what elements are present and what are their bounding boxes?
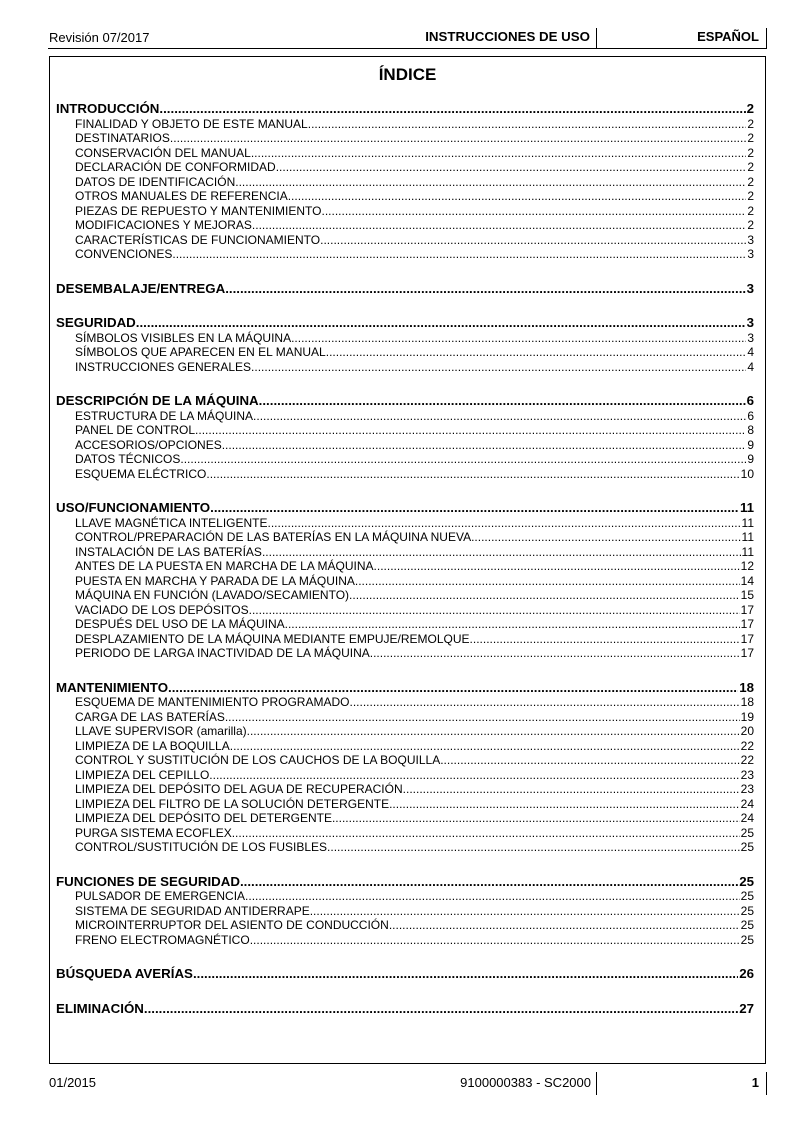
toc-item-label: SISTEMA DE SEGURIDAD ANTIDERRAPE [75,903,310,918]
toc-item-row[interactable] [56,574,754,589]
toc-item-row[interactable] [56,247,754,262]
dot-leader [230,739,740,754]
dot-leader [276,160,747,175]
toc-page-number: 23 [740,767,754,782]
header-divider [596,28,597,49]
toc-item-row[interactable] [56,146,754,161]
toc-item-label: LLAVE SUPERVISOR (amarilla) [75,724,247,738]
toc-section-title: USO/FUNCIONAMIENTO [56,500,211,515]
toc-section-title: INTRODUCCIÓN [56,101,160,116]
dot-leader [252,218,746,233]
toc-item-label: SÍMBOLOS QUE APARECEN EN EL MANUAL [75,345,326,359]
toc-item-label: INSTRUCCIONES GENERALES [75,359,252,374]
toc-page-number: 25 [740,932,754,947]
toc-item-row[interactable] [56,160,754,175]
toc-item-label: DESPUÉS DEL USO DE LA MÁQUINA [75,617,285,631]
dot-leader [249,603,740,618]
toc-item-row[interactable] [56,603,754,618]
dot-leader [251,146,746,161]
toc-page-number: 11 [741,544,754,559]
toc-page-number: 4 [747,345,754,359]
toc-page-number: 11 [741,515,754,530]
dot-leader [291,331,746,346]
toc-item-row[interactable] [56,797,754,812]
toc-item-row[interactable] [56,739,754,754]
dot-leader [332,811,740,826]
toc-page-number: 6 [746,393,754,408]
table-of-contents [56,102,754,1016]
toc-page-number: 2 [747,218,754,232]
toc-item-label: PANEL DE CONTROL [75,423,196,437]
toc-page-number: 20 [740,724,754,738]
dot-leader [349,695,739,710]
toc-item-label: ESQUEMA ELÉCTRICO [75,466,207,481]
dot-leader [470,632,740,647]
toc-page-number: 25 [740,889,754,903]
toc-item-label: ESTRUCTURA DE LA MÁQUINA [75,408,254,423]
toc-item-label: LIMPIEZA DEL DEPÓSITO DEL AGUA DE RECUPERACIÓN [75,782,403,796]
dot-leader [136,316,746,331]
toc-item-label: MODIFICACIONES Y MEJORAS [75,218,252,232]
toc-item-row[interactable] [56,559,754,574]
dot-leader [403,782,740,797]
toc-section-title: DESCRIPCIÓN DE LA MÁQUINA [56,393,259,408]
dot-leader [374,559,740,574]
toc-item-label: CARACTERÍSTICAS DE FUNCIONAMIENTO [75,232,321,247]
toc-item-label: CONVENCIONES [75,247,173,261]
toc-item-label: DESTINATARIOS [75,131,170,145]
toc-item-row[interactable] [56,811,754,826]
toc-item-label: SÍMBOLOS VISIBLES EN LA MÁQUINA [75,330,292,345]
toc-page-number: 3 [747,247,754,261]
toc-page-number: 24 [740,796,754,811]
toc-page-number: 3 [746,280,754,296]
toc-group-2 [56,316,754,374]
toc-page-number: 18 [740,695,754,709]
toc-section-title: DESEMBALAJE/ENTREGA [56,280,226,296]
toc-page-number: 25 [739,873,754,889]
toc-page-number: 2 [747,145,754,160]
toc-page-number: 11 [741,530,754,544]
dot-leader [232,826,740,841]
toc-page-number: 25 [740,825,754,840]
footer-date: 01/2015 [49,1075,96,1090]
toc-item-row[interactable] [56,782,754,797]
toc-section-row[interactable] [56,316,754,331]
toc-item-label: ESQUEMA DE MANTENIMIENTO PROGRAMADO [75,695,350,709]
header-revision: Revisión 07/2017 [49,30,150,45]
toc-item-row[interactable] [56,331,754,346]
dot-leader [209,768,739,783]
toc-page-number: 25 [740,840,754,854]
dot-leader [320,233,746,248]
toc-item-row[interactable] [56,710,754,725]
dot-leader [225,710,740,725]
header-divider-right [766,28,767,49]
toc-page-number: 4 [747,359,754,374]
toc-group-6 [56,875,754,948]
toc-group-7 [56,967,754,982]
toc-section-title: SEGURIDAD [56,315,136,330]
toc-item-row[interactable] [56,695,754,710]
dot-leader [389,797,740,812]
toc-section-title: BÚSQUEDA AVERÍAS [56,966,193,981]
toc-page-number: 17 [740,646,754,660]
dot-leader [349,588,740,603]
dot-leader [206,467,739,482]
header-title: INSTRUCCIONES DE USO [425,29,590,44]
footer-page-number: 1 [751,1075,759,1090]
footer-divider-right [766,1072,767,1095]
toc-item-label: LIMPIEZA DEL CEPILLO [75,767,210,782]
toc-item-row[interactable] [56,131,754,146]
toc-section-row[interactable] [56,875,754,890]
toc-page-number: 2 [747,174,754,189]
toc-item-row[interactable] [56,438,754,453]
toc-item-row[interactable] [56,467,754,482]
toc-page-number: 6 [747,408,754,423]
dot-leader [268,516,741,531]
dot-leader [170,131,746,146]
dot-leader [355,574,740,589]
dot-leader [250,933,740,948]
toc-page-number: 2 [747,160,754,174]
toc-item-label: CONTROL Y SUSTITUCIÓN DE LOS CAUCHOS DE LA BOQUILLA [75,753,441,767]
index-title: ÍNDICE [378,65,437,84]
toc-page-number: 14 [740,573,754,588]
dot-leader [247,724,740,739]
toc-item-row[interactable] [56,516,754,531]
toc-page-number: 8 [747,423,754,437]
toc-page-number: 17 [740,631,754,646]
toc-item-label: MÁQUINA EN FUNCIÓN (LAVADO/SECAMIENTO) [75,588,350,602]
toc-item-label: PULSADOR DE EMERGENCIA [75,889,246,903]
toc-section-row[interactable] [56,967,754,982]
dot-leader [144,1002,738,1017]
toc-page-number: 26 [739,966,754,981]
toc-item-label: PUESTA EN MARCHA Y PARADA DE LA MÁQUINA [75,573,355,588]
toc-item-row[interactable] [56,189,754,204]
toc-item-row[interactable] [56,204,754,219]
dot-leader [322,204,747,219]
dot-leader [193,967,738,982]
toc-item-label: LIMPIEZA DE LA BOQUILLA [75,738,230,753]
toc-page-number: 19 [740,709,754,724]
dot-leader [180,452,746,467]
toc-section-title: FUNCIONES DE SEGURIDAD [56,873,240,889]
toc-page-number: 24 [740,811,754,825]
dot-leader [285,617,740,632]
dot-leader [310,904,740,919]
toc-item-row[interactable] [56,646,754,661]
toc-page-number: 2 [747,189,754,203]
toc-page-number: 23 [740,782,754,796]
toc-section-title: MANTENIMIENTO [56,679,169,695]
toc-item-label: LLAVE MAGNÉTICA INTELIGENTE [75,515,268,530]
header-rule [48,48,767,49]
dot-leader [245,889,740,904]
toc-page-number: 12 [740,559,754,573]
toc-item-label: DATOS TÉCNICOS [75,452,181,466]
toc-item-row[interactable] [56,724,754,739]
dot-leader [168,681,738,696]
toc-page-number: 2 [746,101,754,116]
dot-leader [222,438,747,453]
dot-leader [370,646,740,661]
dot-leader [471,530,740,545]
dot-leader [235,175,746,190]
toc-item-row[interactable] [56,409,754,424]
toc-item-row[interactable] [56,918,754,933]
dot-leader [195,423,746,438]
toc-item-label: PIEZAS DE REPUESTO Y MANTENIMIENTO [75,203,322,218]
toc-item-row[interactable] [56,175,754,190]
dot-leader [262,545,741,560]
toc-item-label: LIMPIEZA DEL DEPÓSITO DEL DETERGENTE [75,811,332,825]
toc-item-label: PERIODO DE LARGA INACTIVIDAD DE LA MÁQUINA [75,646,370,660]
toc-group-8 [56,1002,754,1017]
toc-page-number: 25 [740,903,754,918]
toc-item-label: DATOS DE IDENTIFICACIÓN [75,174,236,189]
toc-group-3 [56,394,754,481]
toc-item-row[interactable] [56,360,754,375]
toc-item-row[interactable] [56,588,754,603]
toc-item-row[interactable] [56,889,754,904]
toc-item-label: CONTROL/SUSTITUCIÓN DE LOS FUSIBLES [75,840,328,854]
toc-item-label: CONSERVACIÓN DEL MANUAL [75,145,251,160]
toc-item-row[interactable] [56,933,754,948]
toc-item-row[interactable] [56,904,754,919]
toc-section-row[interactable] [56,394,754,409]
dot-leader [389,918,740,933]
toc-section-row[interactable] [56,282,754,297]
toc-item-row[interactable] [56,117,754,132]
dot-leader [288,189,747,204]
dot-leader [327,840,740,855]
toc-section-title: ELIMINACIÓN [56,1000,144,1016]
toc-page-number: 17 [740,617,754,631]
dot-leader [251,360,746,375]
toc-page-number: 22 [740,753,754,767]
dot-leader [308,117,747,132]
toc-item-label: FINALIDAD Y OBJETO DE ESTE MANUAL [75,116,308,131]
dot-leader [225,282,745,297]
toc-group-1 [56,282,754,297]
toc-item-row[interactable] [56,345,754,360]
toc-section-row[interactable] [56,102,754,117]
toc-item-label: INSTALACIÓN DE LAS BATERÍAS [75,544,262,559]
toc-item-row[interactable] [56,452,754,467]
toc-page-number: 9 [747,452,754,466]
toc-item-row[interactable] [56,423,754,438]
toc-page-number: 3 [747,232,754,247]
dot-leader [440,753,739,768]
dot-leader [259,394,746,409]
toc-page-number: 25 [740,918,754,932]
toc-page-number: 9 [747,437,754,452]
toc-item-label: CONTROL/PREPARACIÓN DE LAS BATERÍAS EN LA MÁQUINA NUEVA [75,530,472,544]
toc-item-label: MICROINTERRUPTOR DEL ASIENTO DE CONDUCCIÓN [75,918,389,932]
dot-leader [210,501,739,516]
toc-page-number: 3 [746,315,754,330]
toc-page-number: 17 [740,602,754,617]
toc-page-number: 22 [740,738,754,753]
dot-leader [240,875,738,890]
dot-leader [253,409,746,424]
toc-group-5 [56,681,754,855]
toc-group-4 [56,501,754,661]
toc-section-row[interactable] [56,501,754,516]
toc-group-0 [56,102,754,262]
toc-item-label: DESPLAZAMIENTO DE LA MÁQUINA MEDIANTE EMPUJE/REMOLQUE [75,631,470,646]
toc-item-row[interactable] [56,840,754,855]
toc-item-label: ANTES DE LA PUESTA EN MARCHA DE LA MÁQUINA [75,559,374,573]
toc-page-number: 15 [740,588,754,602]
toc-item-row[interactable] [56,753,754,768]
toc-page-number: 10 [740,466,754,481]
toc-item-row[interactable] [56,826,754,841]
toc-page-number: 27 [739,1000,754,1016]
toc-item-row[interactable] [56,233,754,248]
toc-item-row[interactable] [56,545,754,560]
toc-page-number: 18 [739,679,754,695]
footer-divider [596,1072,597,1095]
footer-doc-code: 9100000383 - SC2000 [460,1075,591,1090]
toc-item-label: OTROS MANUALES DE REFERENCIA [75,189,288,203]
toc-section-row[interactable] [56,1002,754,1017]
toc-item-label: DECLARACIÓN DE CONFORMIDAD [75,160,276,174]
dot-leader [172,247,746,262]
toc-section-row[interactable] [56,681,754,696]
toc-item-row[interactable] [56,530,754,545]
toc-page-number: 2 [747,203,754,218]
toc-page-number: 2 [747,131,754,145]
toc-item-row[interactable] [56,218,754,233]
header-language: ESPAÑOL [697,29,759,44]
toc-item-label: VACIADO DE LOS DEPÓSITOS [75,602,249,617]
dot-leader [159,102,745,117]
toc-item-label: ACCESORIOS/OPCIONES [75,437,222,452]
toc-item-label: PURGA SISTEMA ECOFLEX [75,825,232,840]
toc-item-row[interactable] [56,632,754,647]
toc-page-number: 3 [747,330,754,345]
toc-item-label: CARGA DE LAS BATERÍAS [75,709,225,724]
toc-page-number: 11 [739,500,754,515]
toc-item-label: FRENO ELECTROMAGNÉTICO [75,932,250,947]
toc-item-row[interactable] [56,617,754,632]
dot-leader [326,345,747,360]
toc-page-number: 2 [747,116,754,131]
toc-item-label: LIMPIEZA DEL FILTRO DE LA SOLUCIÓN DETERGENTE [75,796,390,811]
toc-item-row[interactable] [56,768,754,783]
